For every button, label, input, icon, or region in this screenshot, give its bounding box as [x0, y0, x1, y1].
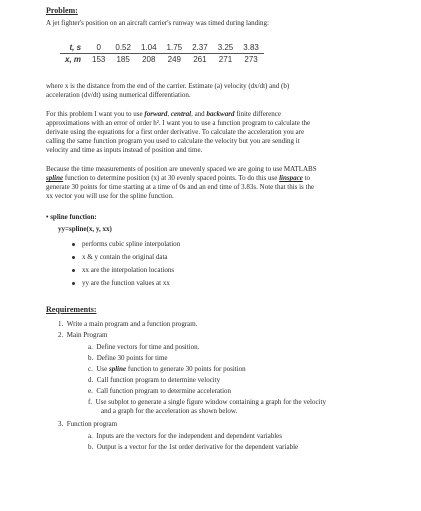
req-sub-f-cont: and a graph for the acceleration as shown below. [101, 407, 238, 415]
problem-intro: A jet fighter's position on an aircraft carrier's runway was timed during landing: [46, 19, 269, 27]
para3-line1: Because the time measurements of position are unevenly spaced we are going to use MATLABS [46, 165, 317, 173]
table-cell: 0 [87, 42, 110, 54]
requirements-heading: Requirements: [46, 305, 97, 314]
list-item: yy are the function values at xx [72, 279, 170, 287]
para2-line5: velocity and time as inputs instead of position and time. [46, 146, 203, 154]
time-row-label: t, s [60, 42, 87, 54]
runway-data-table [60, 42, 264, 65]
table-cell: 3.83 [238, 42, 264, 54]
table-row-position [60, 54, 264, 66]
list-item: xx are the interpolation locations [72, 266, 174, 274]
table-cell: 185 [116, 55, 130, 64]
table-cell: 153 [92, 55, 106, 64]
req-sub-f: f. Use subplot to generate a single figure window containing a graph for the velocity [88, 398, 326, 406]
para3-line2: spline function to determine position (x) at 30 evenly spaced points. To do this use linspace to [46, 174, 311, 182]
list-item: performs cubic spline interpolation [72, 240, 180, 248]
func-sub-b: b. Output is a vector for the 1st order derivative for the dependent variable [88, 443, 299, 451]
table-cell: 271 [218, 55, 233, 64]
bullet-icon [72, 243, 75, 246]
table-cell: 261 [193, 55, 207, 64]
para2-line3: derivate using the equations for a first order derivative. To calculate the acceleration you are [46, 128, 305, 136]
table-cell: 249 [167, 55, 181, 64]
para1-line2: acceleration (dv/dt) using numerical differentiation. [46, 91, 191, 99]
table-cell: 3.25 [213, 42, 239, 54]
para3-line3: generate 30 points for time starting at a time of 0s and an end time of 3.83s. Note that this is the [46, 183, 315, 191]
table-cell: 1.75 [162, 42, 188, 54]
para2-line1: For this problem I want you to use forward, central, and backward finite difference [46, 110, 281, 118]
bullet-icon: • [46, 213, 51, 221]
spline-syntax: yy=spline(x, y, xx) [58, 225, 112, 233]
bullet-icon [72, 269, 75, 272]
req-sub-d: d. Call function program to determine velocity [88, 376, 221, 384]
position-row-label: x, m [65, 55, 82, 64]
para1-line1: where x is the distance from the end of the carrier. Estimate (a) velocity (dx/dt) and (b) [46, 82, 290, 90]
func-sub-a: a. Inputs are the vectors for the independent and dependent variables [88, 432, 282, 440]
req-item-2: 2. Main Program [58, 331, 108, 339]
bullet-icon [72, 282, 75, 285]
table-cell: 1.04 [136, 42, 162, 54]
req-sub-b: b. Define 30 points for time [88, 354, 168, 362]
problem-heading: Problem: [46, 6, 78, 15]
table-cell: 0.52 [110, 42, 136, 54]
table-cell: 273 [244, 55, 258, 64]
para2-line2: approximations with an error of order h². I want you to use a function program to calculate the [46, 119, 311, 127]
req-sub-e: e. Call function program to determine acceleration [88, 387, 232, 395]
table-cell: 2.37 [187, 42, 213, 54]
list-item: x & y contain the original data [72, 253, 168, 261]
req-sub-a: a. Define vectors for time and position. [88, 343, 200, 351]
req-item-3: 3. Function program [58, 420, 118, 428]
req-sub-c: c. Use spline function to generate 30 points for position [88, 365, 246, 373]
table-cell: 208 [142, 55, 156, 64]
table-row-time [60, 42, 264, 54]
para3-line4: xx vector you will use for the spline function. [46, 192, 174, 200]
spline-heading: • spline function: [46, 213, 97, 221]
para2-line4: calling the same function program you used to calculate the velocity but you are sending it [46, 137, 300, 145]
bullet-icon [72, 256, 75, 259]
req-item-1: 1. Write a main program and a function program. [58, 320, 198, 328]
